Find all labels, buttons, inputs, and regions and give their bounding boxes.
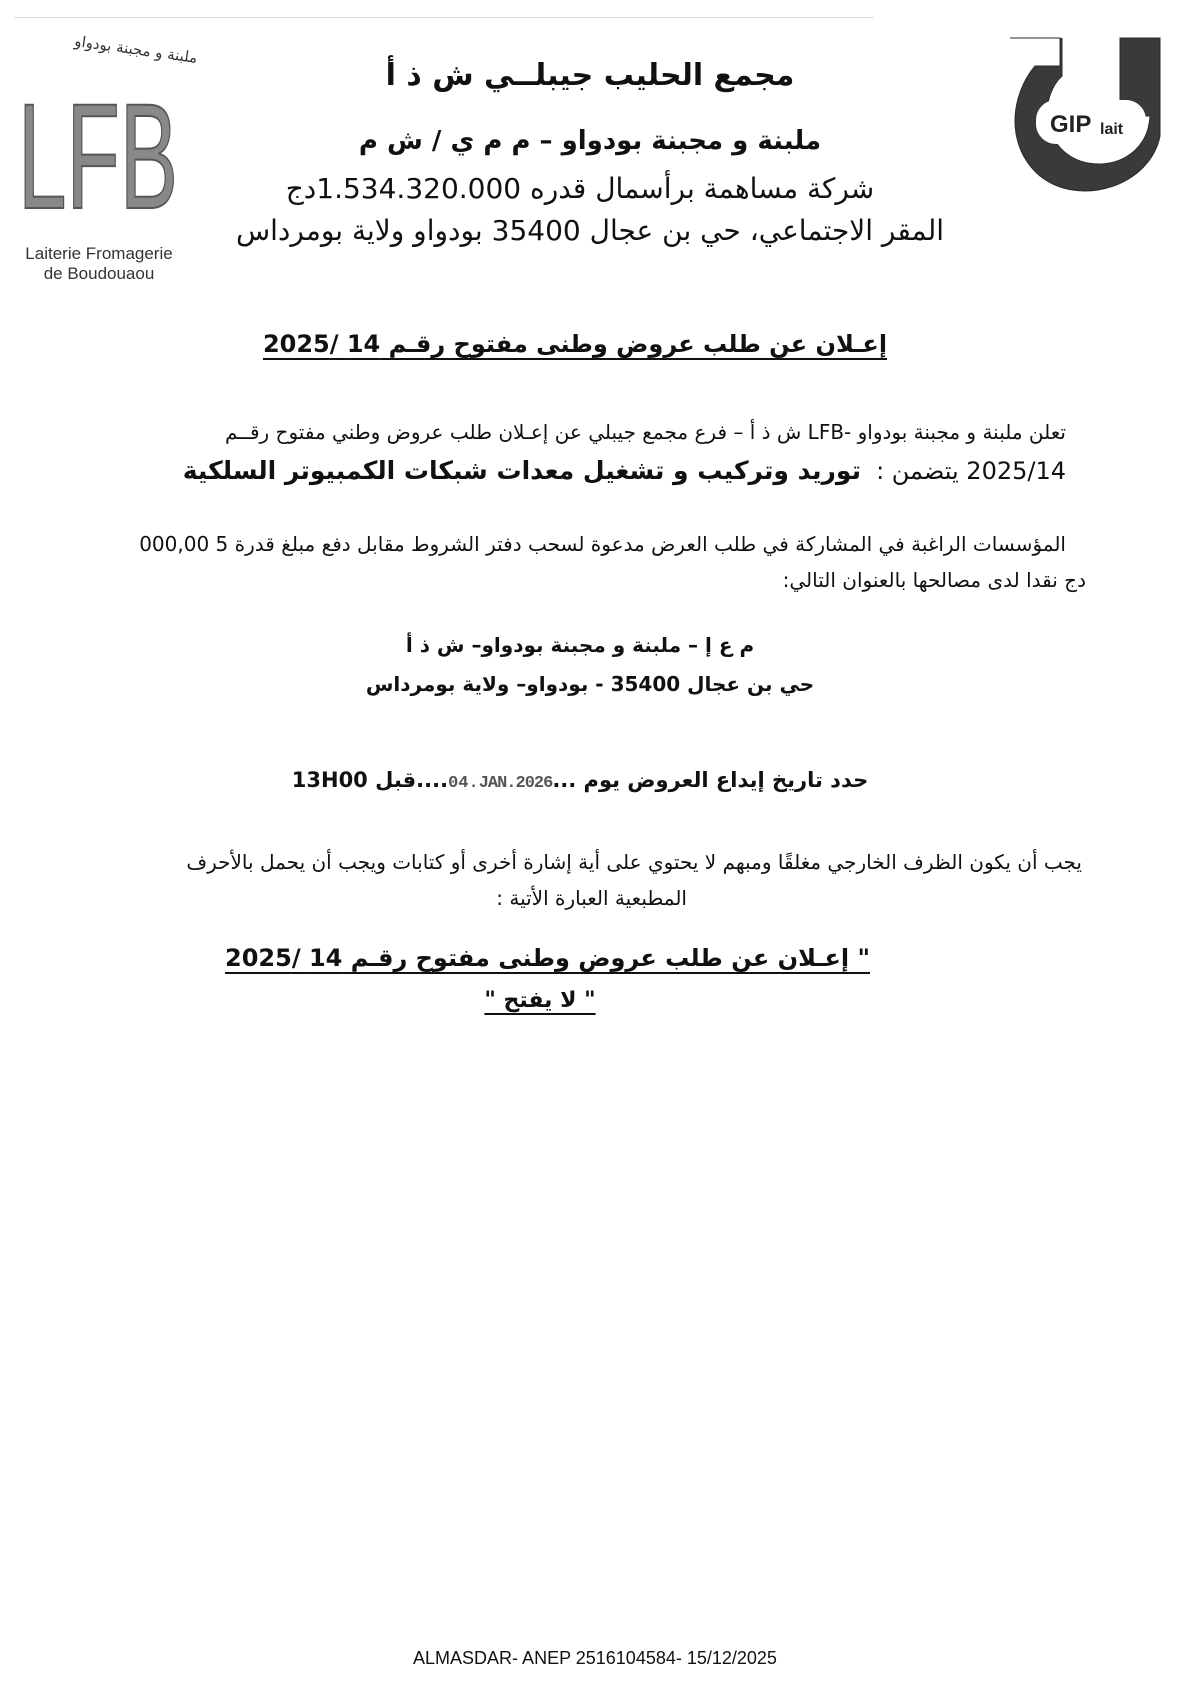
lfb-logo-graphic — [14, 28, 199, 240]
scan-artifact-line — [14, 17, 874, 18]
para1-line1: تعلن ملبنة و مجبنة بودواو -LFB ش ذ أ – فرع مجمع جيبلي عن إعـلان طلب عروض وطني مفتوح رقــم — [224, 420, 1066, 444]
para1-prefix: 2025/14 يتضمن : — [876, 457, 1066, 485]
lfb-caption-1: Laiterie Fromagerie — [25, 244, 173, 263]
company-capital: شركة مساهمة برأسمال قدره 1.534.320.000دج — [285, 172, 875, 205]
giplait-logo — [1000, 36, 1170, 198]
para3-line1: يجب أن يكون الظرف الخارجي مغلقًا ومبهم لا يحتوي على أية إشارة أخرى أو كتابات ويجب أن يحمل بالأحرف — [186, 850, 1082, 874]
para2-line1: المؤسسات الراغبة في المشاركة في طلب العرض مدعوة لسحب دفتر الشروط مقابل دفع مبلغ قدرة 5 000,00 — [139, 532, 1066, 556]
svg-text:LFB: LFB — [18, 72, 179, 240]
deadline-date-stamp: 04.JAN.2026 — [448, 774, 553, 793]
svg-text:ملبنة و مجبنة بودواو: ملبنة و مجبنة بودواو — [73, 31, 199, 67]
para2-line2: دج نقدا لدى مصالحها بالعنوان التالي: — [782, 568, 1086, 592]
giplait-logo-graphic — [1000, 36, 1170, 198]
tender-subject: توريد وتركيب و تشغيل معدات شبكات الكمبيوتر السلكية — [182, 456, 861, 485]
withdrawal-address-2: حي بن عجال 35400 - بودواو– ولاية بومرداس — [365, 672, 815, 696]
para1-line2 — [183, 456, 1066, 486]
lfb-caption-2: de Boudouaou — [43, 264, 155, 283]
company-subtitle: ملبنة و مجبنة بودواو – م م ي / ش م — [358, 126, 822, 156]
publication-reference: ALMASDAR- ANEP 2516104584- 15/12/2025 — [413, 1648, 777, 1668]
para3-line2: المطبعية العبارة الأتية : — [496, 886, 687, 910]
envelope-label-1: " إعـلان عن طلب عروض وطنى مفتوح رقـم 14 /2025 — [225, 944, 870, 972]
deadline-line — [280, 768, 880, 794]
deadline-suffix: ....قبل 13H00 — [291, 768, 449, 792]
notice-heading: إعـلان عن طلب عروض وطنى مفتوح رقـم 14 /2025 — [262, 330, 888, 358]
company-address: المقر الاجتماعي، حي بن عجال 35400 بودواو ولاية بومرداس — [235, 214, 945, 247]
withdrawal-address-1: م ع إ – ملبنة و مجبنة بودواو– ش ذ أ — [405, 633, 755, 657]
company-title: مجمع الحليب جيبلــي ش ذ أ — [385, 58, 795, 93]
svg-text:lait: lait — [1100, 121, 1124, 138]
envelope-label-2: " لا يفتح " — [484, 988, 596, 1013]
deadline-prefix: حدد تاريخ إيداع العروض يوم ... — [552, 768, 869, 792]
svg-text:GIP: GIP — [1050, 111, 1092, 138]
lfb-logo — [14, 28, 199, 283]
